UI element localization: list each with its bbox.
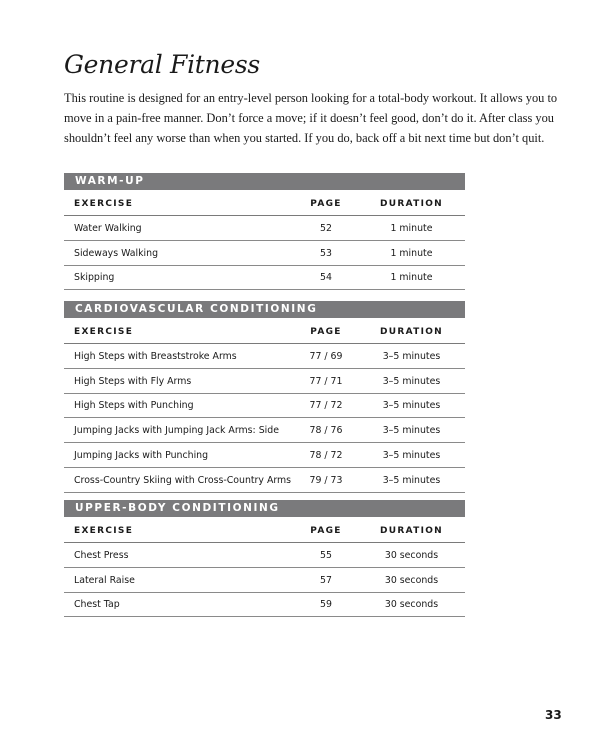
section-header: UPPER-BODY CONDITIONING — [64, 500, 465, 517]
page-cell: 78 / 76 — [294, 418, 358, 443]
table-row — [64, 344, 465, 369]
duration-cell: 1 minute — [358, 240, 465, 265]
duration-cell: 30 seconds — [358, 543, 465, 568]
duration-cell: 30 seconds — [358, 592, 465, 617]
table-row — [64, 592, 465, 617]
section-cardiovascular-conditioning — [64, 301, 465, 493]
duration-cell: 1 minute — [358, 216, 465, 241]
column-header-duration: DURATION — [358, 318, 465, 344]
exercise-cell: High Steps with Breaststroke Arms — [64, 344, 294, 369]
table-header-row — [64, 190, 465, 216]
exercise-table — [64, 517, 465, 617]
exercise-cell: Jumping Jacks with Jumping Jack Arms: Side — [64, 418, 294, 443]
table-header-row — [64, 318, 465, 344]
column-header-page: PAGE — [294, 517, 358, 543]
table-row — [64, 240, 465, 265]
page-cell: 59 — [294, 592, 358, 617]
column-header-exercise: EXERCISE — [64, 318, 294, 344]
page-number: 33 — [545, 708, 562, 722]
page-cell: 54 — [294, 265, 358, 290]
section-warm-up — [64, 173, 465, 290]
duration-cell: 3–5 minutes — [358, 344, 465, 369]
exercise-cell: High Steps with Punching — [64, 393, 294, 418]
table-row — [64, 393, 465, 418]
exercise-cell: Chest Tap — [64, 592, 294, 617]
page-cell: 53 — [294, 240, 358, 265]
page-cell: 55 — [294, 543, 358, 568]
page-cell: 77 / 71 — [294, 368, 358, 393]
table-row — [64, 368, 465, 393]
table-header-row — [64, 517, 465, 543]
page-cell: 77 / 72 — [294, 393, 358, 418]
intro-paragraph: This routine is designed for an entry-level person looking for a total-body workout. It allows you to move in a pain-free manner. Don’t force a move; if it doesn’t feel good, don’t do it. After class you shouldn’t feel any worse than when you started. If you do, back off a bit next time but don’t quit. — [64, 91, 558, 145]
duration-cell: 3–5 minutes — [358, 443, 465, 468]
table-row — [64, 443, 465, 468]
duration-cell: 3–5 minutes — [358, 467, 465, 492]
column-header-duration: DURATION — [358, 517, 465, 543]
duration-cell: 30 seconds — [358, 567, 465, 592]
duration-cell: 3–5 minutes — [358, 418, 465, 443]
exercise-cell: Jumping Jacks with Punching — [64, 443, 294, 468]
table-row — [64, 418, 465, 443]
exercise-cell: Chest Press — [64, 543, 294, 568]
column-header-exercise: EXERCISE — [64, 190, 294, 216]
column-header-page: PAGE — [294, 318, 358, 344]
section-upper-body-conditioning — [64, 500, 465, 617]
table-row — [64, 216, 465, 241]
section-header: WARM-UP — [64, 173, 465, 190]
exercise-cell: Lateral Raise — [64, 567, 294, 592]
exercise-cell: Skipping — [64, 265, 294, 290]
exercise-cell: Sideways Walking — [64, 240, 294, 265]
page-cell: 52 — [294, 216, 358, 241]
duration-cell: 1 minute — [358, 265, 465, 290]
table-row — [64, 567, 465, 592]
page-cell: 77 / 69 — [294, 344, 358, 369]
section-header: CARDIOVASCULAR CONDITIONING — [64, 301, 465, 318]
column-header-exercise: EXERCISE — [64, 517, 294, 543]
page-cell: 57 — [294, 567, 358, 592]
table-row — [64, 467, 465, 492]
duration-cell: 3–5 minutes — [358, 368, 465, 393]
exercise-table — [64, 190, 465, 290]
column-header-page: PAGE — [294, 190, 358, 216]
column-header-duration: DURATION — [358, 190, 465, 216]
duration-cell: 3–5 minutes — [358, 393, 465, 418]
page-title: General Fitness — [64, 50, 260, 79]
table-row — [64, 265, 465, 290]
page-cell: 78 / 72 — [294, 443, 358, 468]
exercise-table — [64, 318, 465, 493]
exercise-cell: Water Walking — [64, 216, 294, 241]
exercise-cell: High Steps with Fly Arms — [64, 368, 294, 393]
exercise-cell: Cross-Country Skiing with Cross-Country Arms — [64, 467, 294, 492]
table-row — [64, 543, 465, 568]
page-cell: 79 / 73 — [294, 467, 358, 492]
